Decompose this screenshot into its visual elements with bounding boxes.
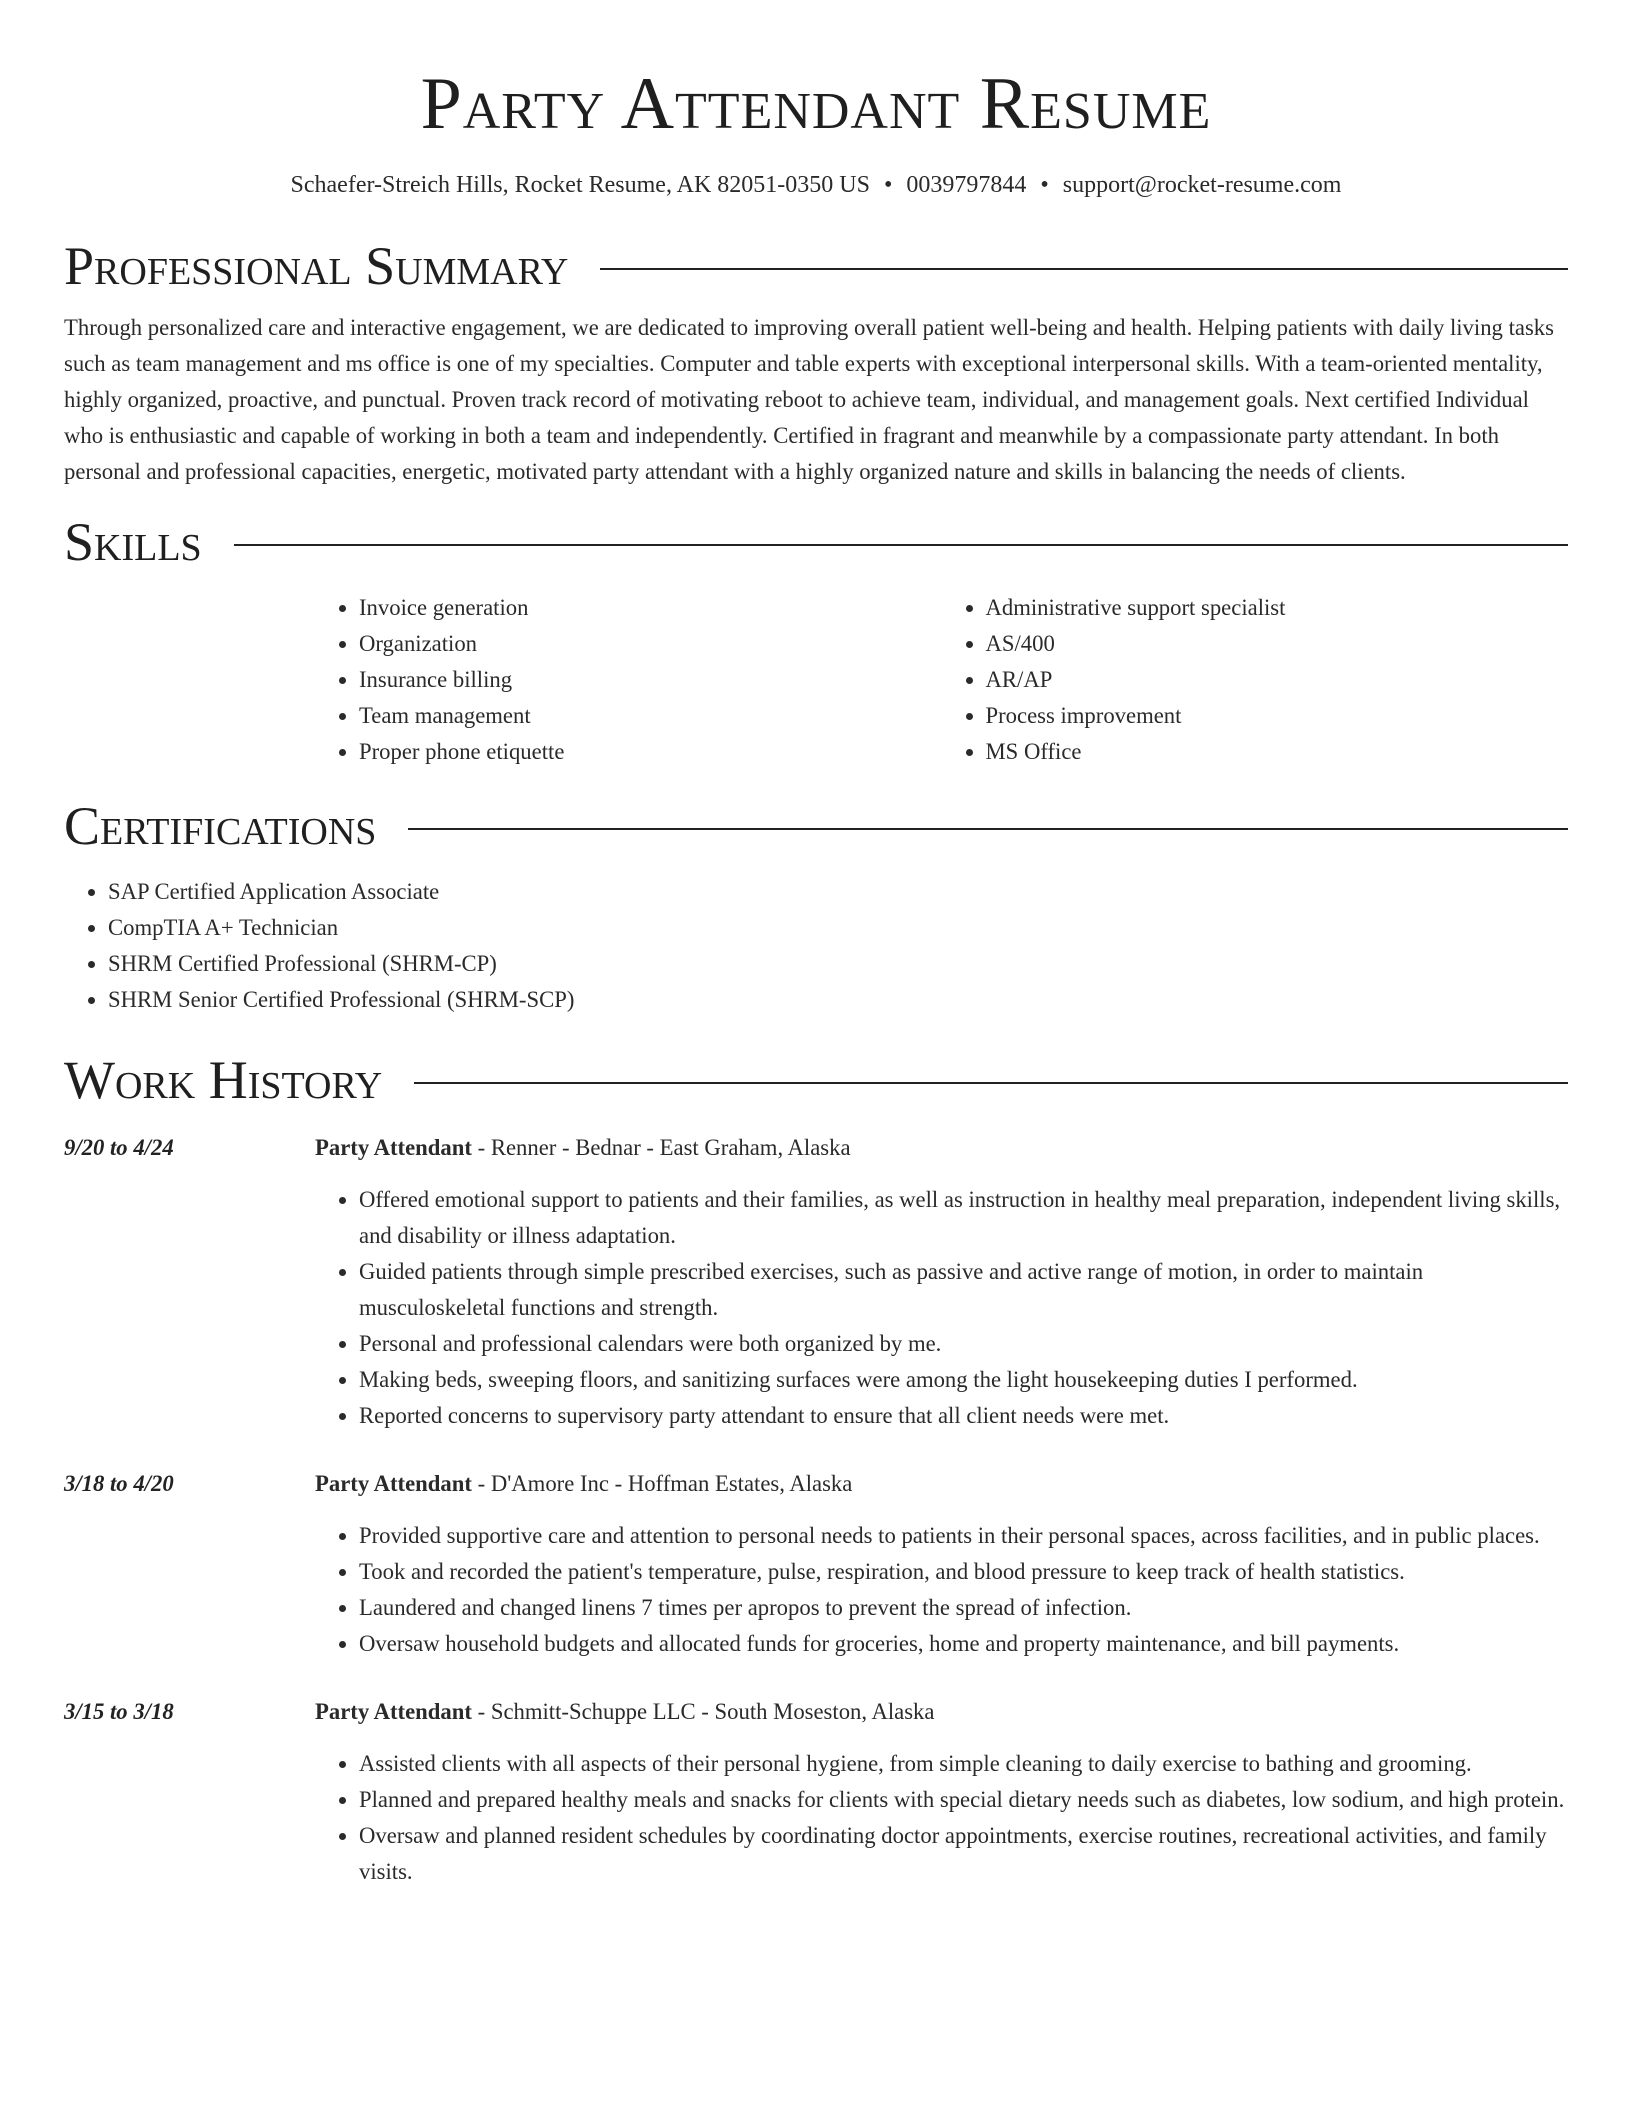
job-duty: • Laundered and changed linens 7 times per apropos to prevent the spread of infection. (359, 1590, 1568, 1626)
skills-section-header (64, 510, 1568, 574)
job-entry (64, 1130, 1568, 1434)
job-employer: - Schmitt-Schuppe LLC - South Moseston, Alaska (471, 1699, 935, 1724)
job-duty: • Oversaw and planned resident schedules by coordinating doctor appointments, exercise routines, recreational activities, and family visits. (359, 1818, 1568, 1890)
section-divider (234, 544, 1568, 546)
certification-item: • SHRM Senior Certified Professional (SHRM-SCP) (108, 982, 1568, 1018)
job-duty: • Planned and prepared healthy meals and snacks for clients with special dietary needs such as diabetes, low sodium, and high protein. (359, 1782, 1568, 1818)
job-title-line (315, 1466, 1568, 1502)
summary-heading: Professional Summary (64, 236, 569, 296)
section-divider (600, 268, 1568, 270)
certifications-list (64, 874, 1568, 1018)
certification-item: • SHRM Certified Professional (SHRM-CP) (108, 946, 1568, 982)
job-duties (315, 1518, 1568, 1662)
work-heading: Work History (64, 1050, 383, 1110)
job-dates: 9/20 to 4/24 (64, 1135, 174, 1160)
job-body (315, 1466, 1568, 1662)
job-duty: • Took and recorded the patient's temperature, pulse, respiration, and blood pressure to keep track of health statistics. (359, 1554, 1568, 1590)
job-duty: • Guided patients through simple prescribed exercises, such as passive and active range of motion, in order to maintain musculoskeletal functions and strength. (359, 1254, 1568, 1326)
job-title-line (315, 1130, 1568, 1166)
job-body (315, 1130, 1568, 1434)
skill-item: • Organization (359, 626, 942, 662)
resume-title: Party Attendant Resume (420, 63, 1212, 145)
job-title: Party Attendant (315, 1135, 472, 1160)
resume-page (64, 0, 1568, 1890)
job-duties (315, 1182, 1568, 1434)
skills-column-left (315, 590, 942, 770)
job-dates: 3/18 to 4/20 (64, 1471, 174, 1496)
work-section-header (64, 1048, 1568, 1112)
job-duties (315, 1746, 1568, 1890)
skills-list (315, 590, 1568, 770)
section-divider (408, 828, 1568, 830)
skill-item: • Insurance billing (359, 662, 942, 698)
job-title-line (315, 1694, 1568, 1730)
contact-address: Schaefer-Streich Hills, Rocket Resume, AK 82051-0350 US (290, 172, 870, 198)
job-duty: • Oversaw household budgets and allocated funds for groceries, home and property maintenance, and bill payments. (359, 1626, 1568, 1662)
skill-item: • AR/AP (986, 662, 1569, 698)
job-duty: • Offered emotional support to patients and their families, as well as instruction in healthy meal preparation, independent living skills, and disability or illness adaptation. (359, 1182, 1568, 1254)
skill-item: • MS Office (986, 734, 1569, 770)
contact-line (64, 170, 1568, 200)
job-duty: • Assisted clients with all aspects of their personal hygiene, from simple cleaning to daily exercise to bathing and grooming. (359, 1746, 1568, 1782)
skill-item: • AS/400 (986, 626, 1569, 662)
job-body (315, 1694, 1568, 1890)
summary-section-header (64, 234, 1568, 298)
skill-item: • Process improvement (986, 698, 1569, 734)
summary-text: Through personalized care and interactive engagement, we are dedicated to improving overall patient well-being and health. Helping patients with daily living tasks such as team management and ms office is one of my specialties. Computer and table experts with exceptional interpersonal skills. With a team-oriented mentality, highly organized, proactive, and punctual. Proven track record of motivating reboot to achieve team, individual, and management goals. Next certified Individual who is enthusiastic and capable of working in both a team and independently. Certified in fragrant and meanwhile by a compassionate party attendant. In both personal and professional capacities, energetic, motivated party attendant with a highly organized nature and skills in balancing the needs of clients. (64, 315, 1554, 484)
skill-item: • Team management (359, 698, 942, 734)
certifications-heading: Certifications (64, 796, 377, 856)
certifications-section-header (64, 794, 1568, 858)
certification-item: • SAP Certified Application Associate (108, 874, 1568, 910)
skills-heading: Skills (64, 512, 202, 572)
contact-phone: 0039797844 (906, 172, 1027, 198)
contact-email: support@rocket-resume.com (1062, 172, 1342, 198)
contact-separator: • (883, 172, 893, 198)
job-duty: • Making beds, sweeping floors, and sanitizing surfaces were among the light housekeeping duties I performed. (359, 1362, 1568, 1398)
job-dates: 3/15 to 3/18 (64, 1699, 174, 1724)
job-duty: • Provided supportive care and attention to personal needs to patients in their personal spaces, across facilities, and in public places. (359, 1518, 1568, 1554)
job-duty: • Reported concerns to supervisory party attendant to ensure that all client needs were met. (359, 1398, 1568, 1434)
job-title: Party Attendant (315, 1471, 472, 1496)
skill-item: • Proper phone etiquette (359, 734, 942, 770)
skills-column-right (942, 590, 1569, 770)
skill-item: • Administrative support specialist (986, 590, 1569, 626)
job-employer: - D'Amore Inc - Hoffman Estates, Alaska (471, 1471, 853, 1496)
job-duty: • Personal and professional calendars were both organized by me. (359, 1326, 1568, 1362)
job-entry (64, 1694, 1568, 1890)
certification-item: • CompTIA A+ Technician (108, 910, 1568, 946)
job-employer: - Renner - Bednar - East Graham, Alaska (471, 1135, 851, 1160)
job-title: Party Attendant (315, 1699, 472, 1724)
job-entry (64, 1466, 1568, 1662)
skill-item: • Invoice generation (359, 590, 942, 626)
section-divider (414, 1082, 1568, 1084)
contact-separator: • (1040, 172, 1049, 198)
